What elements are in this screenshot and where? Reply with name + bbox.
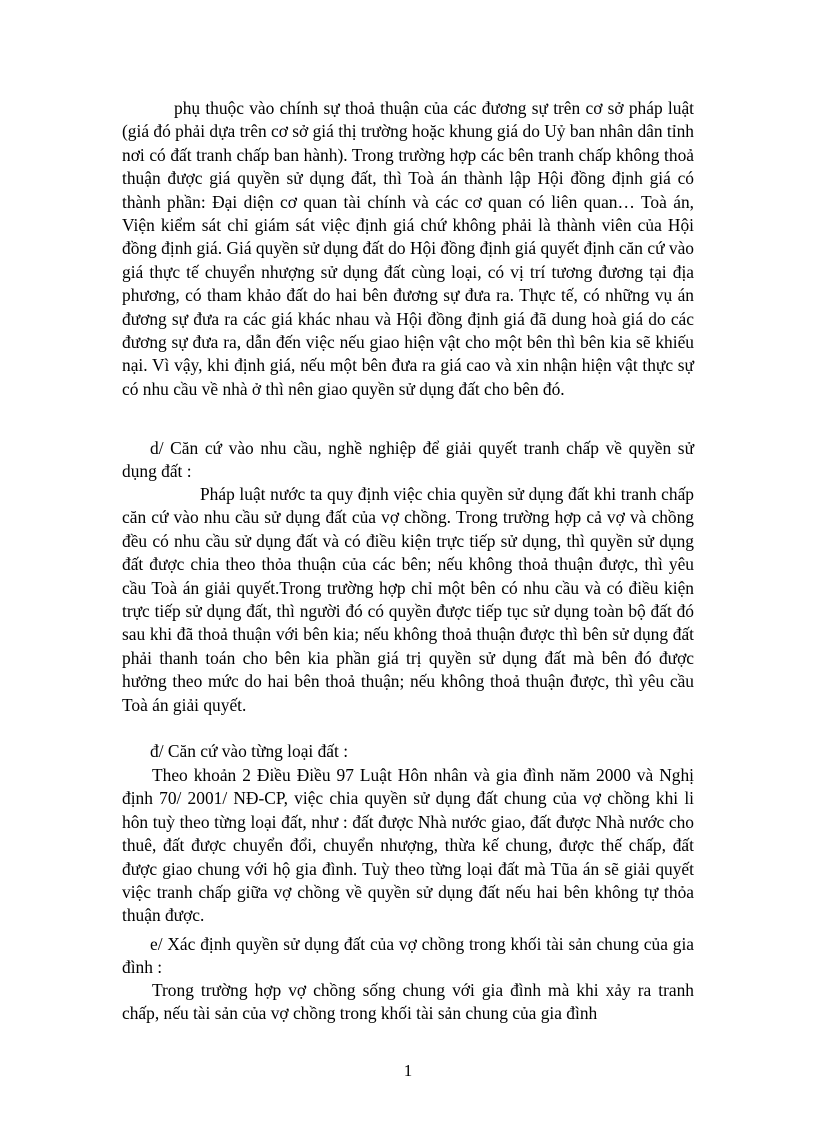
paragraph-land-type: Theo khoản 2 Điều Điều 97 Luật Hôn nhân và gia đình năm 2000 và Nghị định 70/ 2001/ NĐ-CP, việc chia quyền sử dụng đất chung của vợ chồng khi li hôn tuỳ theo từng loại đất, như : đất được Nhà nước giao, đất được Nhà nước cho thuê, đất được chuyển đổi, chuyển nhượng, thừa kế chung, được thế chấp, đất được giao chung với hộ gia đình. Tuỳ theo từng loại đất mà Tũa án sẽ giải quyết việc tranh chấp giữa vợ chồng về quyền sử dụng đất nếu hai bên không tự thỏa thuận được. [122, 765, 694, 926]
heading-dd-land-type: đ/ Căn cứ vào từng loại đất : [150, 741, 349, 761]
heading-e-family-property: e/ Xác định quyền sử dụng đất của vợ chồng trong khối tài sản chung của gia đình : [122, 934, 694, 978]
paragraph-family-property: Trong trường hợp vợ chồng sống chung với gia đình mà khi xảy ra tranh chấp, nếu tài sản của vợ chồng trong khối tài sản chung của gia đình [122, 980, 694, 1024]
page-number: 1 [403, 1061, 413, 1080]
paragraph-needs-division: Pháp luật nước ta quy định việc chia quyền sử dụng đất khi tranh chấp căn cứ vào nhu cầu sử dụng đất của vợ chồng. Trong trường hợp cả vợ và chồng đều có nhu cầu sử dụng đất và có điều kiện trực tiếp sử dụng, thì quyền sử dụng đất được chia theo thỏa thuận của các bên; nếu không thoả thuận được, thì yêu cầu Toà án giải quyết.Trong trường hợp chỉ một bên có nhu cầu và có điều kiện trực tiếp sử dụng đất, thì người đó có quyền được tiếp tục sử dụng toàn bộ đất đó sau khi đã thoả thuận với bên kia; nếu không thoả thuận được thì bên sử dụng đất phải thanh toán cho bên kia phần giá trị quyền sử dụng đất mà bên đó được hưởng theo mức do hai bên thoả thuận; nếu không thoả thuận được, thì yêu cầu Toà án giải quyết. [122, 484, 694, 715]
heading-d-needs-occupation: d/ Căn cứ vào nhu cầu, nghề nghiệp để giải quyết tranh chấp về quyền sử dụng đất : [122, 438, 694, 482]
paragraph-land-valuation: phụ thuộc vào chính sự thoả thuận của các đương sự trên cơ sở pháp luật (giá đó phải dựa trên cơ sở giá thị trường hoặc khung giá do Uỷ ban nhân dân tỉnh nơi có đất tranh chấp ban hành). Trong trường hợp các bên tranh chấp không thoả thuận được giá quyền sử dụng đất, thì Toà án thành lập Hội đồng định giá có thành phần: Đại diện cơ quan tài chính và các cơ quan có liên quan… Toà án, Viện kiểm sát chỉ giám sát việc định giá chứ không phải là thành viên của Hội đồng định giá. Giá quyền sử dụng đất do Hội đồng định giá quyết định căn cứ vào giá thực tế chuyển nhượng sử dụng đất cùng loại, có vị trí tương đương tại địa phương, có tham khảo đất do hai bên đương sự đưa ra. Thực tế, có những vụ án đương sự đưa ra các giá khác nhau và Hội đồng định giá đã dung hoà giá do các đương sự đưa ra, dẫn đến việc nếu giao hiện vật cho một bên thì bên kia sẽ khiếu nại. Vì vậy, khi định giá, nếu một bên đưa ra giá cao và xin nhận hiện vật thực sự có nhu cầu về nhà ở thì nên giao quyền sử dụng đất cho bên đó. [122, 98, 694, 399]
